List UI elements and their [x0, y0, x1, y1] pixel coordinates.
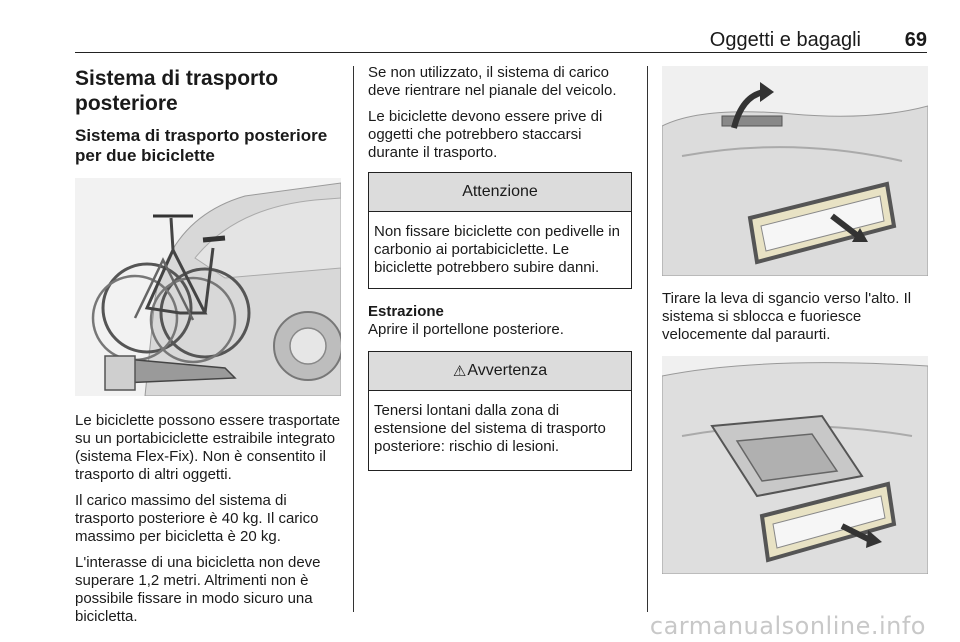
paragraph: Il carico massimo del sistema di trasporto posteriore è 40 kg. Il carico massimo per bicicletta è 20 kg.	[75, 492, 319, 545]
chapter-title: Oggetti e bagagli	[709, 29, 861, 51]
warning-text: Tenersi lontani dalla zona di estensione del sistema di trasporto posteriore: rischio di lesioni.	[374, 402, 606, 455]
warning-title: Avvertenza	[467, 362, 548, 379]
paragraph: Tirare la leva di sgancio verso l'alto. Il sistema si sblocca e fuoriesce velocemente dal paraurti.	[662, 290, 912, 343]
paragraph: Aprire il portellone posteriore.	[368, 321, 564, 338]
column-divider	[647, 66, 648, 612]
watermark: carmanualsonline.info	[649, 612, 926, 640]
paragraph: L'interasse di una bicicletta non deve superare 1,2 metri. Altrimenti non è possibile fissare in modo sicuro una bicicletta.	[75, 554, 321, 625]
carrier-extended-illustration	[662, 356, 928, 574]
column-middle	[368, 64, 632, 471]
warning-header	[369, 352, 631, 391]
paragraph: Se non utilizzato, il sistema di carico deve rientrare nel pianale del veicolo.	[368, 64, 617, 99]
warning-box	[368, 351, 632, 471]
bike-carrier-illustration	[75, 178, 341, 396]
attention-box	[368, 172, 632, 289]
subsection-heading: Sistema di trasporto posteriore per due biciclette	[75, 126, 328, 165]
column-right	[662, 64, 928, 574]
page-number: 69	[904, 29, 927, 51]
paragraph: Le biciclette devono essere prive di oggetti che potrebbero staccarsi durante il trasporto.	[368, 108, 603, 161]
section-heading: Sistema di trasporto posteriore	[75, 67, 279, 115]
attention-title: Attenzione	[369, 173, 631, 212]
column-divider	[353, 66, 354, 612]
release-lever-illustration	[662, 66, 928, 276]
column-left	[75, 64, 341, 626]
attention-text: Non fissare biciclette con pedivelle in carbonio ai portabiciclette. Le biciclette potrebbero subire danni.	[374, 223, 620, 276]
section-heading: Estrazione	[368, 303, 444, 320]
paragraph: Le biciclette possono essere trasportate su un portabiciclette estraibile integrato (sistema Flex-Fix). Non è consentito il trasporto di altri oggetti.	[75, 412, 341, 483]
warning-icon: ⚠	[452, 363, 467, 380]
page-header	[75, 28, 927, 53]
